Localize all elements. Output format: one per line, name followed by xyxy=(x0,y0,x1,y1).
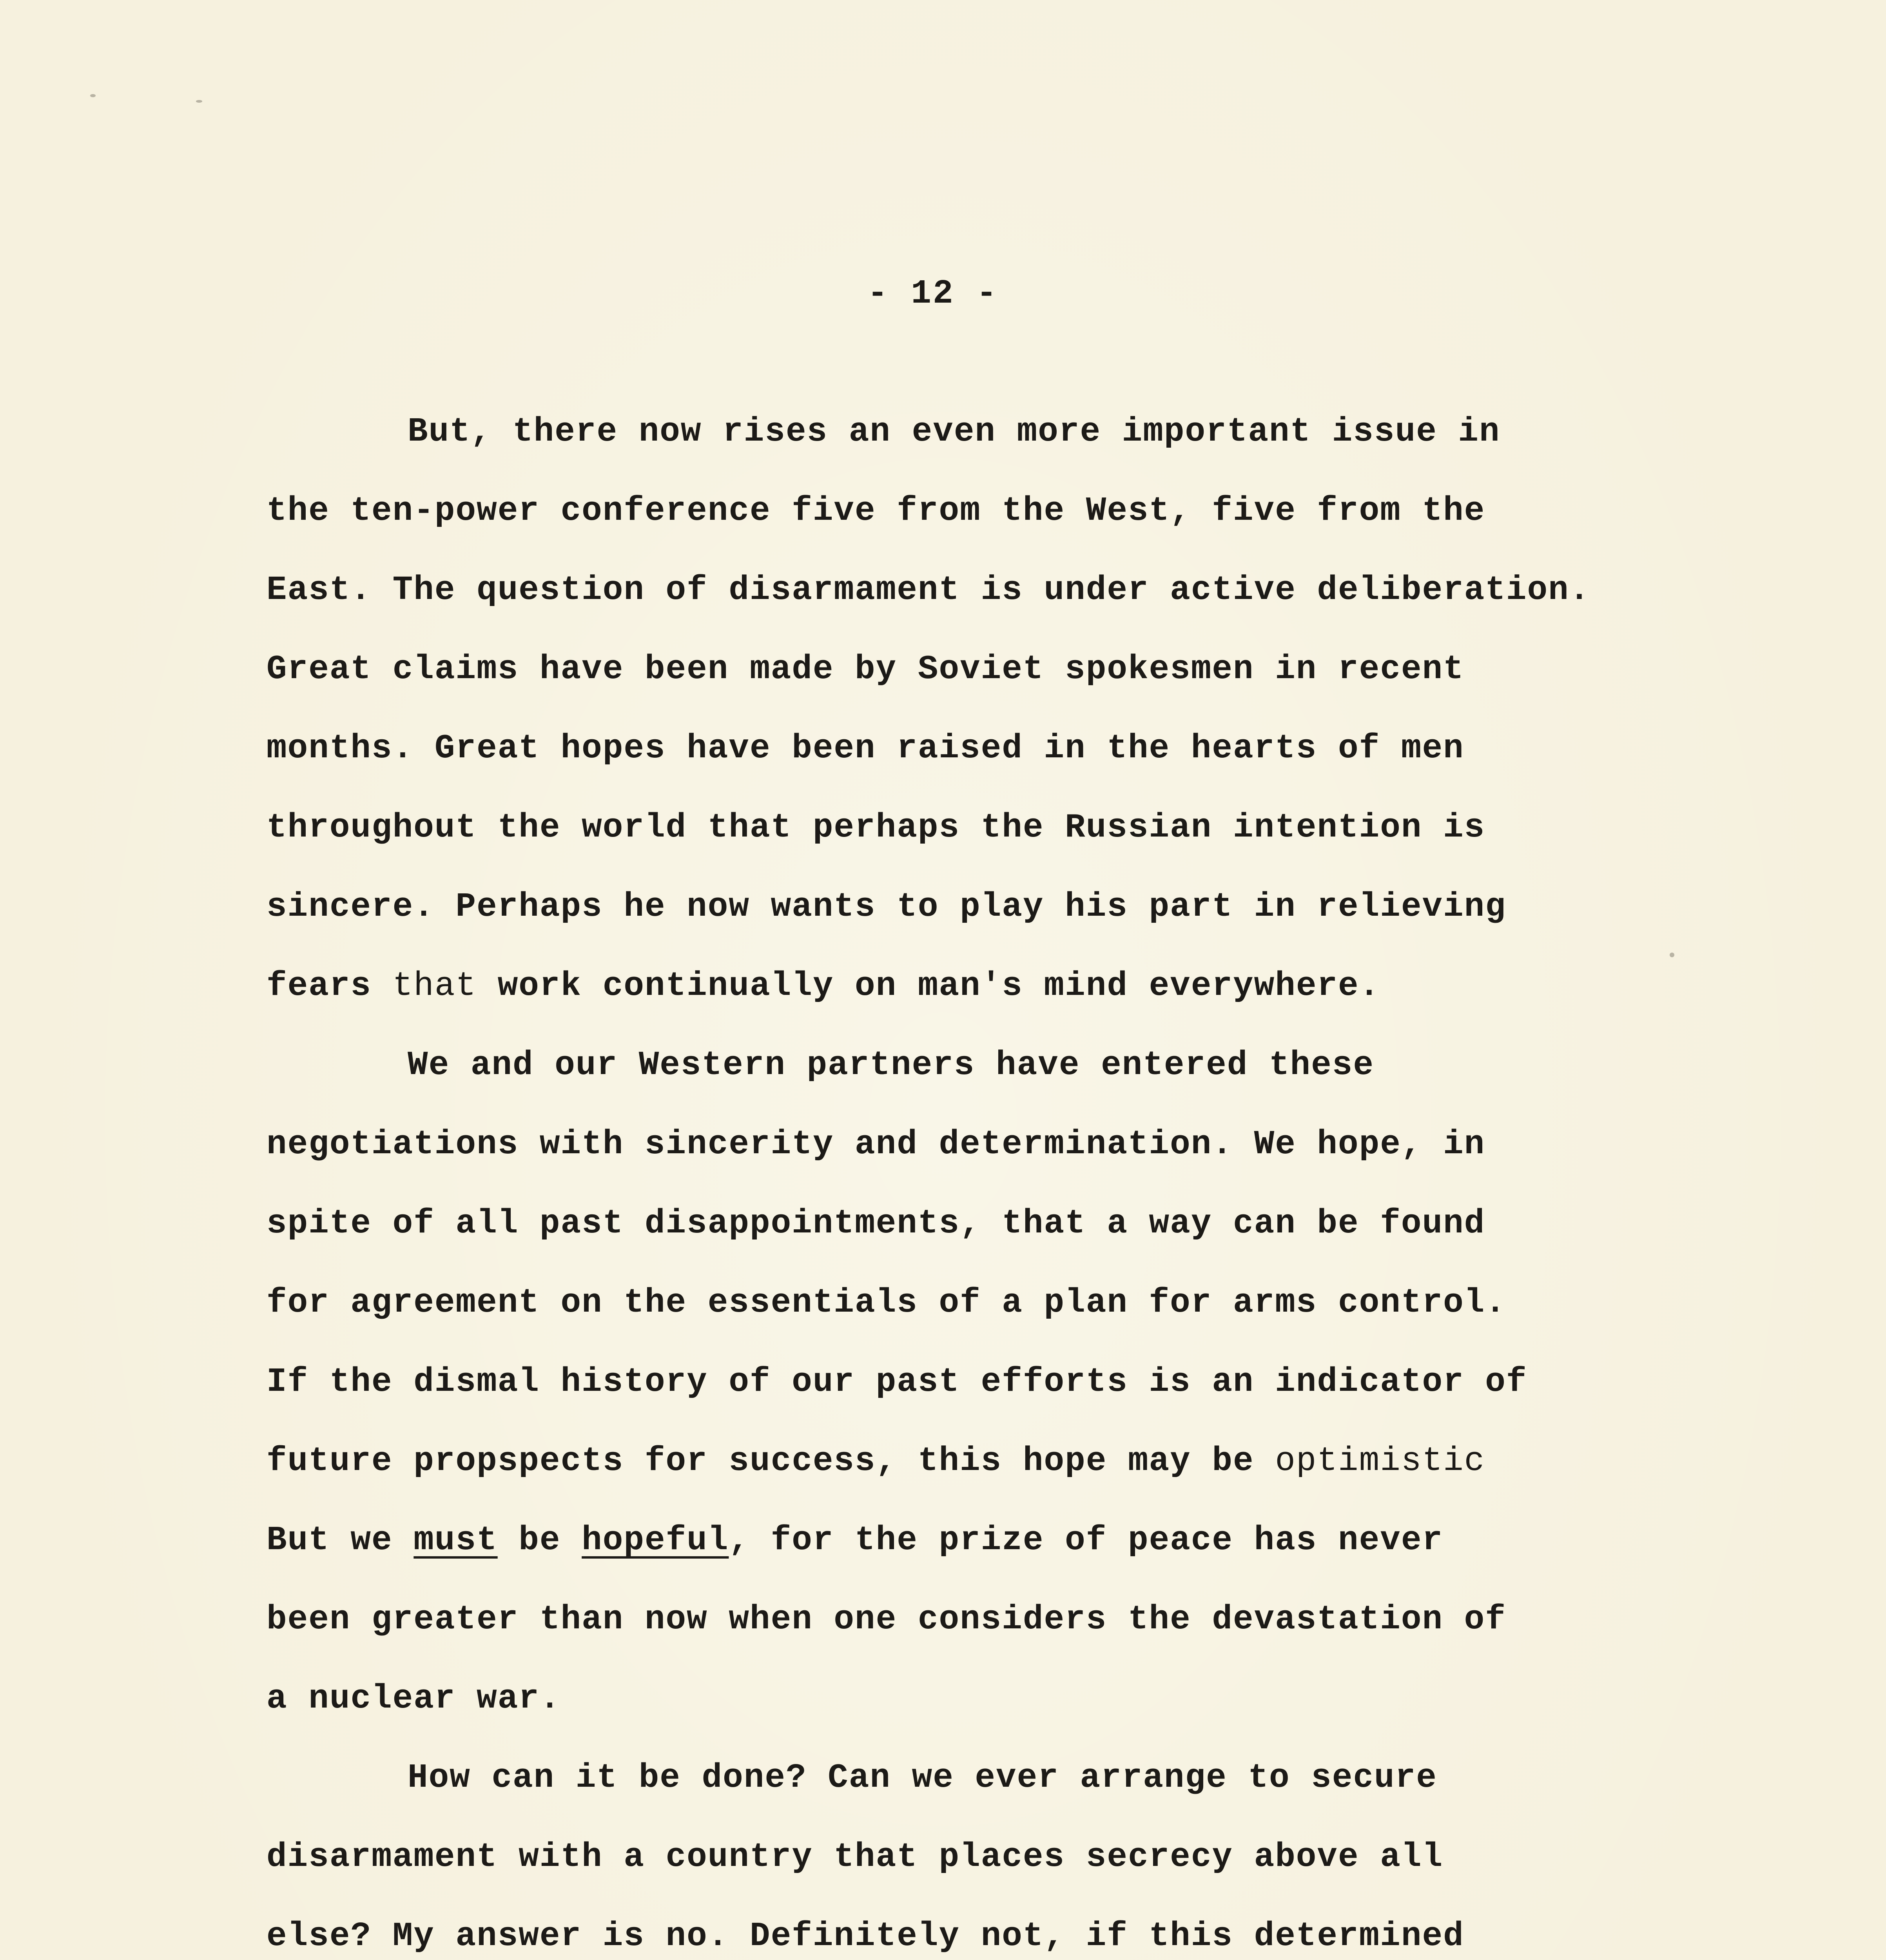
underlined-word: must xyxy=(413,1521,498,1559)
page-number: - 12 - xyxy=(867,274,998,313)
paper-speck xyxy=(1670,953,1674,957)
text-segment: fears xyxy=(267,967,393,1005)
text-line: else? My answer is no. Definitely not, if this determined xyxy=(267,1917,1464,1955)
body-text xyxy=(267,392,1866,1960)
text-line: We and our Western partners have entered these xyxy=(408,1046,1374,1084)
text-line: Great claims have been made by Soviet spokesmen in recent xyxy=(267,650,1464,688)
underlined-word: hopeful xyxy=(582,1521,729,1559)
text-segment: work continually on man's mind everywhere. xyxy=(477,967,1380,1005)
text-line: disarmament with a country that places secrecy above all xyxy=(267,1838,1444,1876)
text-line: for agreement on the essentials of a plan for arms control. xyxy=(267,1283,1506,1322)
handwritten-insertion: that xyxy=(392,967,477,1005)
paper-speck xyxy=(196,100,202,103)
text-line: If the dismal history of our past efforts is an indicator of xyxy=(267,1363,1527,1401)
text-line: negotiations with sincerity and determination. We hope, in xyxy=(267,1125,1485,1163)
text-line: How can it be done? Can we ever arrange to secure xyxy=(408,1759,1437,1797)
text-line-future xyxy=(267,1421,1866,1501)
text-segment: future propspects for success, this hope may be xyxy=(267,1442,1275,1480)
text-line: the ten-power conference five from the West, five from the xyxy=(267,492,1485,530)
text-line: East. The question of disarmament is under active deliberation. xyxy=(267,571,1590,609)
text-segment: be xyxy=(497,1521,582,1559)
text-segment: , for the prize of peace has never xyxy=(729,1521,1444,1559)
text-line-fears xyxy=(267,946,1866,1025)
text-line: sincere. Perhaps he now wants to play his part in relieving xyxy=(267,887,1506,926)
added-word: optimistic xyxy=(1275,1442,1485,1480)
text-line: spite of all past disappointments, that a way can be found xyxy=(267,1204,1485,1243)
text-line: a nuclear war. xyxy=(267,1679,561,1718)
paper-speck xyxy=(90,94,96,97)
text-line: months. Great hopes have been raised in the hearts of men xyxy=(267,729,1464,768)
text-segment: But we xyxy=(267,1521,414,1559)
text-line: throughout the world that perhaps the Russian intention is xyxy=(267,808,1485,847)
text-line: But, there now rises an even more important issue in xyxy=(408,412,1500,451)
text-line-but xyxy=(267,1501,1866,1580)
text-line: been greater than now when one considers the devastation of xyxy=(267,1600,1506,1639)
